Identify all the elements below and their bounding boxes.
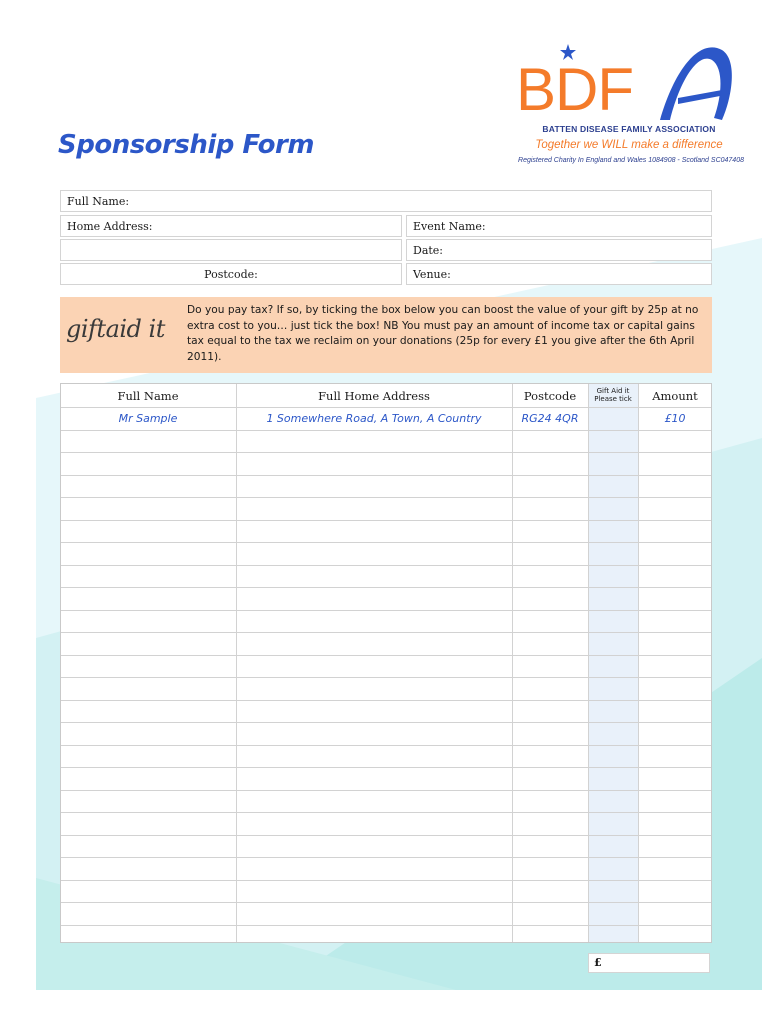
logo-letters: BDF: [516, 56, 633, 123]
full-name-field[interactable]: [60, 190, 712, 212]
logo-tagline: Together we WILL make a difference: [535, 139, 723, 151]
event-name-field[interactable]: [406, 215, 712, 237]
date-field[interactable]: [406, 239, 712, 261]
giftaid-explanation: Do you pay tax? If so, by ticking the box below you can boost the value of your gift by 25p at no extra cost to you… just tick the box! NB You must pay an amount of income tax or capital gains tax equal to the tax we reclaim on your donations (25p for every £1 you give after the 6th April 2011).: [187, 304, 699, 363]
full-name-label: Full Name:: [67, 195, 130, 208]
header-amount: Amount: [652, 389, 698, 403]
sample-address: 1 Somewhere Road, A Town, A Country: [266, 412, 482, 425]
postcode-field[interactable]: [60, 263, 402, 285]
form-sheet: [36, 18, 762, 990]
total-amount-field[interactable]: [588, 953, 710, 973]
date-label: Date:: [413, 244, 444, 257]
venue-label: Venue:: [413, 268, 451, 281]
page-title: Sponsorship Form: [58, 130, 314, 160]
giftaid-logo: giftaid it: [66, 315, 165, 343]
home-address-label: Home Address:: [67, 220, 153, 233]
logo-registration: Registered Charity In England and Wales 1084908 - Scotland SC047408: [518, 157, 744, 164]
header-gift-aid-line1: Gift Aid it: [596, 387, 630, 395]
giftaid-banner: [60, 297, 712, 373]
sponsor-table: [60, 383, 712, 943]
total-currency: £: [594, 956, 602, 969]
venue-field[interactable]: [406, 263, 712, 285]
column-lines: [237, 383, 639, 943]
header-full-name: Full Name: [117, 389, 179, 403]
home-address-field[interactable]: [60, 215, 402, 237]
event-name-label: Event Name:: [413, 220, 486, 233]
header-full-home-address: Full Home Address: [318, 389, 430, 403]
gift-aid-column-shade: [588, 383, 638, 943]
header-gift-aid-line2: Please tick: [594, 395, 632, 403]
header-postcode: Postcode: [523, 389, 577, 403]
table-grid: [60, 383, 712, 943]
bdfa-logo: [510, 28, 760, 178]
header-gift-aid: [588, 387, 638, 403]
logo-organisation-name: BATTEN DISEASE FAMILY ASSOCIATION: [542, 124, 716, 134]
sample-name: Mr Sample: [118, 412, 178, 425]
sample-amount: £10: [664, 412, 686, 425]
postcode-label: Postcode:: [204, 268, 258, 281]
sample-postcode: RG24 4QR: [521, 412, 579, 425]
home-address-line2-field[interactable]: [60, 239, 402, 261]
